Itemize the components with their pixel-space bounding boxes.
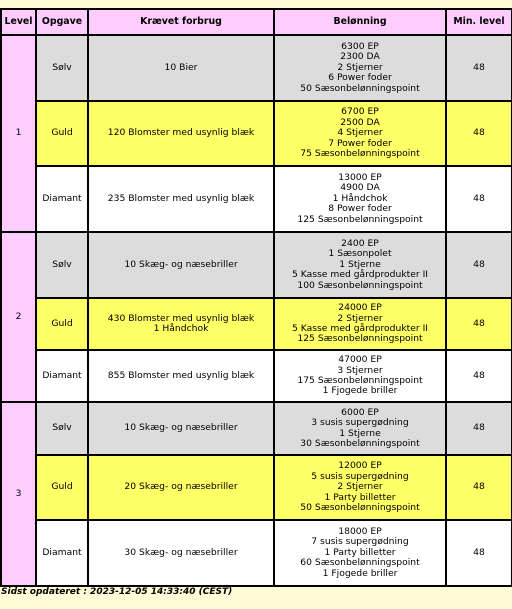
min-level-cell: 48 <box>446 350 512 402</box>
min-level-cell: 48 <box>446 35 512 101</box>
header-level: Level <box>1 9 36 35</box>
reward-cell-line: 100 Sæsonbelønningspoint <box>297 279 423 291</box>
requirement-cell-line: 235 Blomster med usynlig blæk <box>107 192 255 204</box>
level-cell: 2 <box>1 232 36 402</box>
reward-cell-line: 8 Power foder <box>328 203 392 215</box>
table-row <box>1 232 512 298</box>
requirement-cell-line: 10 Skæg- og næsebriller <box>124 422 238 434</box>
requirement-cell-line: 430 Blomster med usynlig blæk <box>107 312 255 324</box>
reward-cell <box>274 350 446 402</box>
rewards-table-container <box>0 8 512 587</box>
min-level-cell: 48 <box>446 298 512 350</box>
header-min-level: Min. level <box>446 9 512 35</box>
requirement-cell-line: 120 Blomster med usynlig blæk <box>107 127 255 139</box>
requirement-cell <box>88 402 274 455</box>
reward-cell-line: 4 Stjerner <box>337 127 383 139</box>
reward-cell <box>274 520 446 586</box>
reward-cell-line: 30 Sæsonbelønningspoint <box>300 437 420 449</box>
rewards-table <box>0 8 512 587</box>
reward-cell <box>274 101 446 166</box>
task-tier-cell: Sølv <box>36 232 88 298</box>
reward-cell-line: 2300 DA <box>340 51 380 63</box>
reward-cell <box>274 35 446 101</box>
requirement-cell <box>88 35 274 101</box>
reward-cell <box>274 298 446 350</box>
task-tier-cell: Diamant <box>36 520 88 586</box>
reward-cell-line: 13000 EP <box>338 171 382 183</box>
reward-cell-line: 50 Sæsonbelønningspoint <box>300 502 420 514</box>
reward-cell-line: 6300 EP <box>341 40 379 52</box>
reward-cell-line: 2 Stjerner <box>337 481 383 493</box>
requirement-cell <box>88 298 274 350</box>
requirement-cell <box>88 166 274 232</box>
reward-cell-line: 12000 EP <box>338 460 382 472</box>
reward-cell <box>274 166 446 232</box>
reward-cell-line: 5 Kasse med gårdprodukter II <box>291 269 429 281</box>
requirement-cell <box>88 350 274 402</box>
reward-cell-line: 1 Fjogede briller <box>322 385 398 397</box>
reward-cell-line: 5 Kasse med gårdprodukter II <box>291 323 429 334</box>
table-body <box>1 35 512 586</box>
requirement-cell-line: 10 Skæg- og næsebriller <box>124 258 238 270</box>
min-level-cell: 48 <box>446 101 512 166</box>
table-row <box>1 101 512 166</box>
task-tier-cell: Sølv <box>36 35 88 101</box>
reward-cell-line: 2500 DA <box>340 116 380 128</box>
table-row <box>1 166 512 232</box>
table-row <box>1 298 512 350</box>
table-row <box>1 35 512 101</box>
min-level-cell: 48 <box>446 166 512 232</box>
header-task: Opgave <box>36 9 88 35</box>
reward-cell-line: 125 Sæsonbelønningspoint <box>297 213 423 225</box>
min-level-cell: 48 <box>446 520 512 586</box>
reward-cell-line: 3 Stjerner <box>337 364 383 376</box>
reward-cell-line: 5 susis supergødning <box>311 470 409 482</box>
reward-cell-line: 1 Stjerne <box>339 427 381 439</box>
task-tier-cell: Diamant <box>36 350 88 402</box>
table-row <box>1 455 512 520</box>
reward-cell-line: 4900 DA <box>340 182 380 194</box>
task-tier-cell: Guld <box>36 298 88 350</box>
reward-cell-line: 1 Fjogede briller <box>322 567 398 579</box>
reward-cell-line: 175 Sæsonbelønningspoint <box>297 375 423 386</box>
reward-cell-line: 7 susis supergødning <box>311 536 409 548</box>
reward-cell-line: 6700 EP <box>341 106 379 118</box>
requirement-cell <box>88 455 274 520</box>
reward-cell-line: 60 Sæsonbelønningspoint <box>300 557 420 569</box>
requirement-cell-line: 10 Bier <box>164 61 198 73</box>
requirement-cell <box>88 101 274 166</box>
reward-cell-line: 47000 EP <box>338 354 382 366</box>
task-tier-cell: Guld <box>36 455 88 520</box>
task-tier-cell: Diamant <box>36 166 88 232</box>
min-level-cell: 48 <box>446 455 512 520</box>
requirement-cell-line: 855 Blomster med usynlig blæk <box>107 369 255 381</box>
reward-cell-line: 75 Sæsonbelønningspoint <box>300 148 420 160</box>
header-row <box>1 9 512 35</box>
reward-cell-line: 2 Stjerner <box>337 61 383 73</box>
reward-cell <box>274 402 446 455</box>
reward-cell-line: 6 Power foder <box>328 72 392 84</box>
min-level-cell: 48 <box>446 402 512 455</box>
reward-cell-line: 1 Stjerne <box>339 258 381 270</box>
last-updated-text: Sidst opdateret : 2023-12-05 14:33:40 (CEST) <box>1 587 233 597</box>
level-cell: 1 <box>1 35 36 232</box>
table-row <box>1 350 512 402</box>
reward-cell-line: 50 Sæsonbelønningspoint <box>300 82 420 94</box>
reward-cell-line: 1 Party billetter <box>324 491 396 503</box>
reward-cell-line: 125 Sæsonbelønningspoint <box>297 333 423 345</box>
reward-cell-line: 6000 EP <box>341 406 379 418</box>
reward-cell-line: 2 Stjerner <box>337 312 383 324</box>
level-cell: 3 <box>1 402 36 586</box>
header-reward: Belønning <box>274 9 446 35</box>
reward-cell-line: 24000 EP <box>338 302 382 314</box>
reward-cell-line: 1 Party billetter <box>324 546 396 558</box>
reward-cell-line: 3 susis supergødning <box>311 417 409 429</box>
reward-cell-line: 7 Power foder <box>328 137 392 149</box>
task-tier-cell: Guld <box>36 101 88 166</box>
task-tier-cell: Sølv <box>36 402 88 455</box>
table-row <box>1 520 512 586</box>
reward-cell-line: 1 Håndchok <box>332 192 388 204</box>
reward-cell <box>274 455 446 520</box>
header-requirement: Krævet forbrug <box>88 9 274 35</box>
min-level-cell: 48 <box>446 232 512 298</box>
requirement-cell-line: 30 Skæg- og næsebriller <box>124 546 238 558</box>
reward-cell-line: 18000 EP <box>338 525 382 537</box>
reward-cell-line: 1 Sæsonpolet <box>328 248 392 260</box>
requirement-cell <box>88 520 274 586</box>
requirement-cell-line: 20 Skæg- og næsebriller <box>124 481 238 493</box>
table-row <box>1 402 512 455</box>
reward-cell <box>274 232 446 298</box>
reward-cell-line: 2400 EP <box>341 237 379 249</box>
requirement-cell <box>88 232 274 298</box>
requirement-cell-line: 1 Håndchok <box>153 323 209 334</box>
